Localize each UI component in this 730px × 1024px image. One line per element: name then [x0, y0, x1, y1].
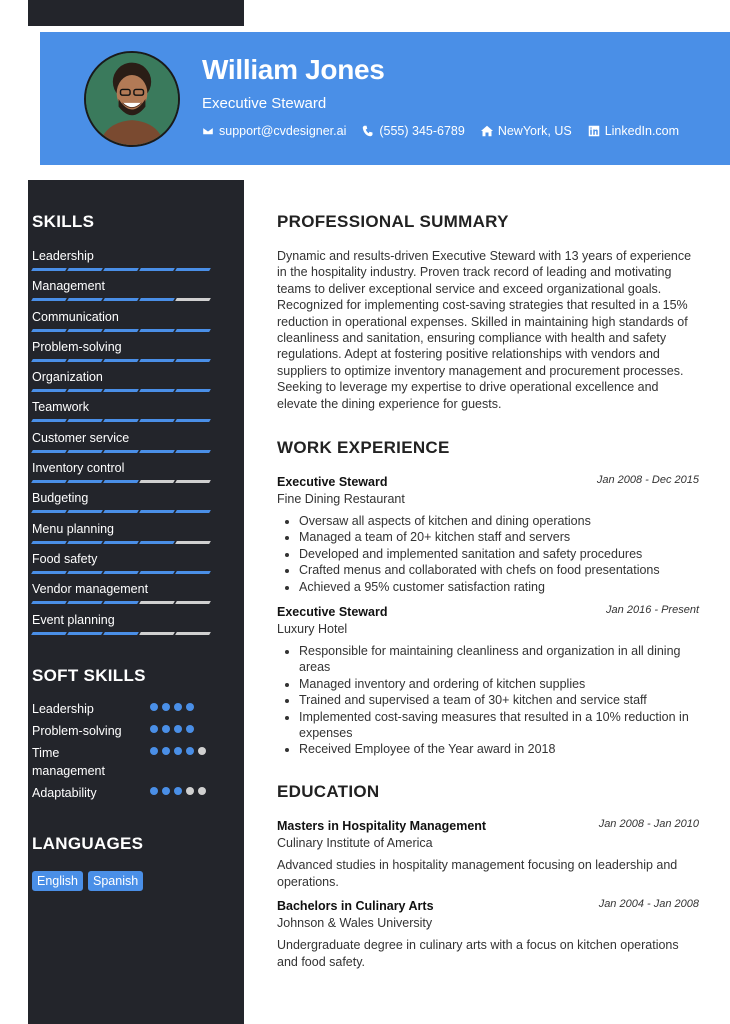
soft-skill-rating [150, 747, 206, 755]
job-bullet: • Oversaw all aspects of kitchen and dining operations [299, 513, 699, 529]
contact-location [481, 124, 572, 138]
job-company: Luxury Hotel [277, 622, 348, 636]
skill-level-segment [139, 298, 175, 301]
degree: Bachelors in Culinary Arts [277, 899, 434, 913]
soft-skill-label: Problem-solving [32, 724, 122, 738]
skills-heading: SKILLS [32, 212, 95, 231]
skill-level-segment [67, 571, 103, 574]
rating-dot [174, 725, 182, 733]
job-dates: Jan 2016 - Present [606, 604, 699, 616]
job-bullet: • Crafted menus and collaborated with chefs on food presentations [299, 562, 699, 578]
soft-skill-label: Leadership [32, 702, 94, 716]
skill-item [32, 309, 212, 339]
summary-text: Dynamic and results-driven Executive Steward with 13 years of experience in the hospitality industry. Proven track record of leading and motivating teams to deliver exceptional service and exceed organizational goals. Recognized for implementing cost-saving strategies that resulted in a 15% reduction in operational expenses. Skilled in maintaining high standards of cleanliness and sanitation, ensuring compliance with health and safety regulations. Adept at fostering positive relationships with vendors and suppliers to optimize inventory management and procurement processes. Seeking to leverage my expertise to drive operational excellence and elevate the dining experience for guests. [277, 249, 692, 411]
job-company: Fine Dining Restaurant [277, 492, 405, 506]
soft-skill-item [32, 722, 212, 740]
skill-level-segment [31, 389, 67, 392]
soft-skill-rating [150, 725, 206, 733]
phone-text: (555) 345-6789 [379, 124, 465, 138]
linkedin-text: LinkedIn.com [604, 124, 680, 138]
soft-skill-item [32, 784, 212, 818]
skill-level-segment [103, 632, 139, 635]
skill-label: Problem-solving [32, 339, 122, 354]
avatar-photo [86, 53, 178, 145]
skill-level-segment [139, 450, 175, 453]
job-bullet: • Managed a team of 20+ kitchen staff and servers [299, 529, 699, 545]
soft-skill-item [32, 744, 212, 780]
job-dates: Jan 2008 - Dec 2015 [596, 474, 699, 486]
languages-list [32, 871, 143, 891]
skill-label: Food safety [32, 551, 98, 566]
skill-level-segment [31, 601, 67, 604]
job-bullet: • Received Employee of the Year award in 2018 [299, 741, 699, 757]
candidate-name: William Jones [202, 54, 385, 85]
skill-level-segment [31, 298, 67, 301]
language-tag: Spanish [88, 871, 143, 891]
skill-item [32, 369, 212, 399]
job-bullet: • Implemented cost-saving measures that resulted in a 10% reduction in expenses [299, 709, 699, 742]
skill-label: Event planning [32, 612, 115, 627]
school: Culinary Institute of America [277, 836, 433, 850]
skill-level-segment [31, 450, 67, 453]
skill-level-segment [67, 480, 103, 483]
header-banner [40, 32, 730, 165]
skill-level-segment [175, 571, 211, 574]
skill-item [32, 339, 212, 369]
skill-level-segment [31, 268, 67, 271]
skill-level-segment [103, 389, 139, 392]
summary-heading: PROFESSIONAL SUMMARY [277, 212, 509, 231]
avatar [84, 51, 180, 147]
skill-level-segment [139, 601, 175, 604]
skill-label: Inventory control [32, 461, 125, 476]
skill-label: Vendor management [32, 582, 149, 597]
linkedin-icon [588, 125, 600, 137]
job-bullets [277, 643, 699, 758]
skill-level-bar [32, 419, 212, 422]
skill-level-segment [103, 601, 139, 604]
degree: Masters in Hospitality Management [277, 819, 487, 833]
rating-dot [162, 703, 170, 711]
candidate-title: Executive Steward [202, 95, 327, 112]
skill-level-segment [31, 359, 67, 362]
skill-level-segment [67, 541, 103, 544]
rating-dot [162, 787, 170, 795]
skill-level-segment [103, 541, 139, 544]
skill-item [32, 430, 212, 460]
skill-level-segment [31, 329, 67, 332]
education-entry [277, 898, 699, 971]
experience-heading: WORK EXPERIENCE [277, 438, 450, 457]
education-heading: EDUCATION [277, 782, 380, 801]
skill-level-segment [139, 268, 175, 271]
education-dates: Jan 2004 - Jan 2008 [598, 898, 699, 910]
rating-dot [174, 787, 182, 795]
skill-level-bar [32, 268, 212, 271]
skill-level-segment [31, 541, 67, 544]
skill-label: Customer service [32, 430, 130, 445]
phone-icon [362, 125, 374, 137]
languages-heading: LANGUAGES [32, 834, 144, 853]
skill-level-segment [31, 510, 67, 513]
soft-skill-label: Adaptability [32, 786, 97, 800]
rating-dot [186, 725, 194, 733]
home-icon [481, 125, 493, 137]
skill-level-bar [32, 450, 212, 453]
skill-level-segment [103, 419, 139, 422]
rating-dot [162, 747, 170, 755]
soft-skill-item [32, 700, 212, 718]
education-dates: Jan 2008 - Jan 2010 [598, 818, 699, 830]
skill-item [32, 581, 212, 611]
job-bullets [277, 513, 699, 595]
job-bullet: • Trained and supervised a team of 30+ kitchen and service staff [299, 692, 699, 708]
skill-level-segment [67, 510, 103, 513]
job-entry [277, 474, 699, 595]
skill-level-segment [139, 329, 175, 332]
skill-label: Budgeting [32, 491, 89, 506]
skill-level-bar [32, 298, 212, 301]
skill-level-segment [139, 541, 175, 544]
contact-linkedin[interactable] [588, 124, 679, 138]
rating-dot [198, 747, 206, 755]
rating-dot [150, 725, 158, 733]
skill-item [32, 460, 212, 490]
skill-item [32, 551, 212, 581]
rating-dot [150, 787, 158, 795]
skill-level-segment [31, 480, 67, 483]
skill-label: Management [32, 279, 105, 294]
skill-level-segment [31, 571, 67, 574]
school: Johnson & Wales University [277, 916, 433, 930]
education-entry [277, 818, 699, 891]
skill-level-segment [103, 480, 139, 483]
skill-level-bar [32, 359, 212, 362]
skill-item [32, 399, 212, 429]
skill-level-segment [175, 329, 211, 332]
skill-item [32, 521, 212, 551]
contact-phone[interactable] [362, 124, 464, 138]
skill-level-segment [103, 571, 139, 574]
soft-skill-rating [150, 787, 206, 795]
job-bullet: • Responsible for maintaining cleanliness and organization in all dining areas [299, 643, 699, 676]
rating-dot [198, 787, 206, 795]
skill-level-segment [139, 359, 175, 362]
rating-dot [150, 703, 158, 711]
skill-level-segment [67, 268, 103, 271]
skill-level-segment [175, 359, 211, 362]
skill-level-bar [32, 510, 212, 513]
soft-skills-heading: SOFT SKILLS [32, 666, 146, 685]
job-bullet: • Developed and implemented sanitation and safety procedures [299, 546, 699, 562]
skill-level-bar [32, 541, 212, 544]
location-text: NewYork, US [497, 124, 572, 138]
skill-level-segment [67, 632, 103, 635]
skill-level-segment [175, 419, 211, 422]
rating-dot [174, 747, 182, 755]
job-bullet: • Managed inventory and ordering of kitchen supplies [299, 676, 699, 692]
skill-label: Teamwork [32, 400, 89, 415]
skill-item [32, 278, 212, 308]
skill-level-segment [139, 571, 175, 574]
skills-list [32, 248, 212, 642]
skill-level-segment [175, 480, 211, 483]
skill-level-segment [67, 419, 103, 422]
skill-level-segment [175, 389, 211, 392]
skill-level-segment [175, 268, 211, 271]
skill-level-segment [67, 389, 103, 392]
skill-level-bar [32, 632, 212, 635]
skill-level-bar [32, 601, 212, 604]
skill-level-segment [103, 329, 139, 332]
skill-level-segment [139, 389, 175, 392]
skill-level-segment [139, 419, 175, 422]
skill-level-segment [175, 601, 211, 604]
skill-level-segment [31, 419, 67, 422]
skill-level-segment [67, 298, 103, 301]
rating-dot [186, 747, 194, 755]
skill-level-bar [32, 329, 212, 332]
rating-dot [186, 703, 194, 711]
skill-level-segment [175, 632, 211, 635]
skill-level-segment [139, 632, 175, 635]
skill-level-bar [32, 571, 212, 574]
soft-skill-label: Time management [32, 746, 105, 778]
skill-label: Leadership [32, 249, 94, 263]
skill-level-segment [67, 450, 103, 453]
skill-level-segment [31, 632, 67, 635]
skill-level-segment [175, 510, 211, 513]
skill-level-segment [139, 510, 175, 513]
skill-item [32, 490, 212, 520]
skill-level-segment [67, 329, 103, 332]
job-bullet: • Achieved a 95% customer satisfaction rating [299, 579, 699, 595]
rating-dot [174, 703, 182, 711]
skill-level-segment [103, 450, 139, 453]
email-text: support@cvdesigner.ai [219, 124, 347, 138]
job-role: Executive Steward [277, 475, 388, 489]
skill-label: Organization [32, 370, 103, 385]
contact-row [202, 124, 679, 138]
skill-level-segment [103, 359, 139, 362]
skill-level-segment [175, 298, 211, 301]
header [28, 26, 730, 180]
skill-level-bar [32, 480, 212, 483]
skill-level-segment [103, 298, 139, 301]
skill-level-bar [32, 389, 212, 392]
education-description: Undergraduate degree in culinary arts with a focus on kitchen operations and food safety. [277, 938, 679, 969]
skill-item [32, 248, 212, 278]
skill-level-segment [67, 359, 103, 362]
soft-skill-rating [150, 703, 206, 711]
skill-level-segment [67, 601, 103, 604]
rating-dot [186, 787, 194, 795]
education-description: Advanced studies in hospitality management focusing on leadership and operations. [277, 858, 678, 889]
skill-level-segment [103, 268, 139, 271]
soft-skills-list [32, 700, 212, 822]
skill-label: Communication [32, 309, 119, 324]
skill-level-segment [103, 510, 139, 513]
skill-level-segment [175, 450, 211, 453]
envelope-icon [202, 125, 214, 137]
skill-label: Menu planning [32, 521, 115, 536]
rating-dot [162, 725, 170, 733]
job-role: Executive Steward [277, 605, 388, 619]
skill-level-segment [175, 541, 211, 544]
language-tag: English [32, 871, 83, 891]
job-entry [277, 604, 699, 758]
contact-email[interactable] [202, 124, 346, 138]
skill-item [32, 612, 212, 642]
skill-level-segment [139, 480, 175, 483]
rating-dot [150, 747, 158, 755]
